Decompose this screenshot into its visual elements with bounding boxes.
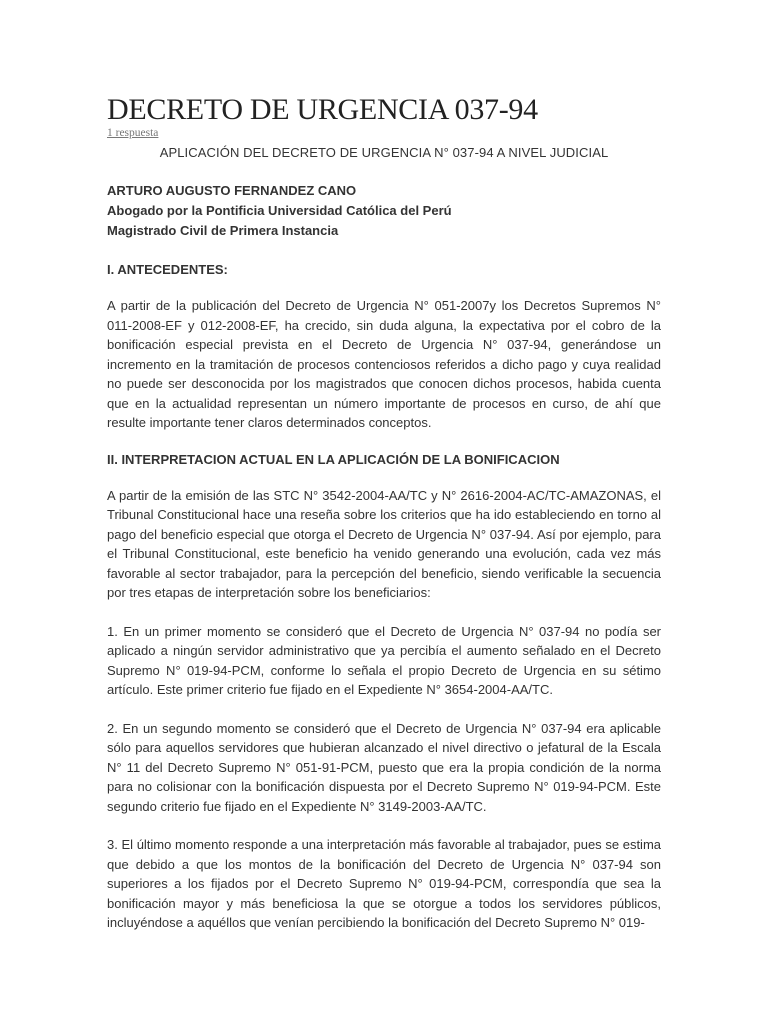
author-credential: Abogado por la Pontificia Universidad Católica del Perú (107, 203, 452, 218)
paragraph-item-2: 2. En un segundo momento se consideró que el Decreto de Urgencia N° 037-94 era aplicable sólo para aquellos servidores que hubieran alcanzado el nivel directivo o jefatural de la Escala N° 11 del Decreto Supremo N° 051-91-PCM, puesto que era la propia condición de la norma para no colisionar con la bonificación dispuesta por el Decreto Supremo N° 019-94-PCM. Este segundo criterio fue fijado en el Expediente N° 3149-2003-AA/TC. (107, 720, 661, 814)
section-heading: I. ANTECEDENTES: (107, 262, 228, 277)
document-title: DECRETO DE URGENCIA 037-94 (107, 93, 538, 126)
author-name: ARTURO AUGUSTO FERNANDEZ CANO (107, 183, 357, 198)
section-heading: II. INTERPRETACION ACTUAL EN LA APLICACIÓN DE LA BONIFICACION (107, 451, 560, 467)
reply-count-link[interactable]: 1 respuesta (107, 127, 159, 139)
author-position: Magistrado Civil de Primera Instancia (107, 223, 339, 238)
paragraph: A partir de la emisión de las STC N° 3542-2004-AA/TC y N° 2616-2004-AC/TC-AMAZONAS, el Tribunal Constitucional hace una reseña sobre los criterios que ha ido estableciendo en torno al pago del beneficio especial que otorga el Decreto de Urgencia N° 037-94. Así por ejemplo, para el Tribunal Constitucional, este beneficio ha venido generando una evolución, cada vez más favorable al sector trabajador, para la percepción del beneficio, siendo verificable la secuencia por tres etapas de interpretación sobre los beneficiarios: (107, 487, 661, 600)
section-interpretacion (107, 450, 661, 933)
section-antecedentes (107, 260, 661, 433)
author-block (107, 181, 661, 241)
document-subtitle: APLICACIÓN DEL DECRETO DE URGENCIA N° 037-94 A NIVEL JUDICIAL (159, 145, 609, 160)
document-body (107, 94, 661, 933)
paragraph-item-1: 1. En un primer momento se consideró que el Decreto de Urgencia N° 037-94 no podía ser aplicado a ningún servidor administrativo que ya percibía el aumento señalado en el Decreto Supremo N° 019-94-PCM, conforme lo señala el propio Decreto de Urgencia en su sétimo artículo. Este primer criterio fue fijado en el Expediente N° 3654-2004-AA/TC. (107, 623, 661, 697)
paragraph-item-3: 3. El último momento responde a una interpretación más favorable al trabajador, pues se estima que debido a que los montos de la bonificación del Decreto de Urgencia N° 037-94 son superiores a los fijados por el Decreto Supremo N° 019-94-PCM, correspondía que sea la bonificación mayor y más beneficiosa la que se otorgue a todos los servidores públicos, incluyéndose a aquéllos que venían percibiendo la bonificación del Decreto Supremo N° 019- (107, 837, 661, 930)
paragraph: A partir de la publicación del Decreto de Urgencia N° 051-2007y los Decretos Supremos N° 011-2008-EF y 012-2008-EF, ha crecido, sin duda alguna, la expectativa por el cobro de la bonificación especial prevista en el Decreto de Urgencia N° 037-94, generándose un incremento en la tramitación de procesos contenciosos referidos a dicho pago y cuya realidad no puede ser desconocida por los magistrados que conocen dichos procesos, habida cuenta que en la actualidad representan un número importante de procesos en curso, de ahí que resulte importante tener claros determinados conceptos. (107, 298, 661, 430)
